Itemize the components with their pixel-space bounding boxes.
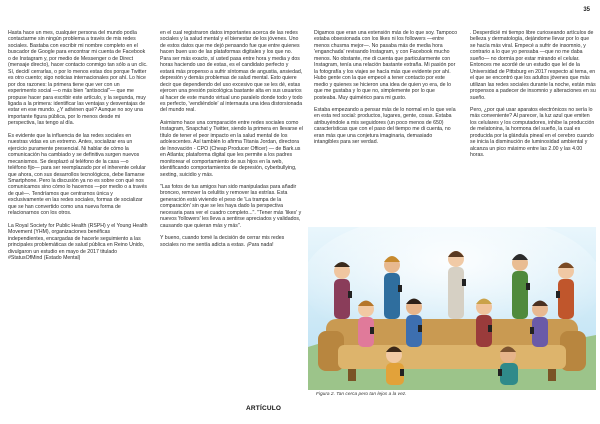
person-standing-right	[512, 254, 530, 319]
paragraph: Asimismo hace una comparación entre redes sociales como Instagram, Snapchat y Twitter, siendo la primera en llevarse el título de tener el peor impacto en la salud mental de los adolescentes. Así también lo afirma Titania Jordan, directora de Innovación - CPO (Cheap Producer Officer) — de Bark.us en Atlanta; plataforma digital que les permite a los padres monitorear el comportamiento de sus hijos en la web, identificando comportamientos de depresión, cyberbullying, sexting, suicidio y más.	[160, 119, 303, 178]
figure-caption: Figura 2. Tan cerca pero tan lejos a la vez.	[316, 392, 407, 397]
paragraph: en el cual registraron datos importantes acerca de las redes sociales y la salud mental y el bienestar de los jóvenes. Uno de estos datos que me dejó pensando fue que entre quienes hacen buen uso de las plataformas digitales y los que no. Para ser más exacto, sí usted pasa entre hora y media y dos horas haciendo uso de estas, es el candidato perfecto y estará más propenso a sufrir síntomas de angustia, ansiedad, depresión y demás problemas de salud mental. Esto quiere decir que dependiendo del uso excesivo que se les dé, estas ejercen una presión psicológica bastante alta en sus usuarios al hacer de este mundo virtual uno paralelo donde todo y todo es perfecto, 'vendiéndole' al internauta una idea distorsionada del mundo real.	[160, 30, 303, 114]
person-standing-left	[334, 262, 352, 319]
paragraph: La Royal Society for Public Health (RSPH) y el Young Health Movement (YHM), organizaciones benéficas independientes, encargadas de hacerle seguimiento a las principales problemáticas de salud pública en Reino Unido, divulgaron un estudio en mayo de 2017 titulado #StatusOfMind (Estado Mental)	[8, 222, 148, 261]
text-column-1	[8, 30, 148, 267]
paragraph: Hasta hace un mes, cualquier persona del mundo podía contactarme sin ningún problema a través de mis redes sociales. Bastaba con escribir mi nombre completo en el buscador de Google para encontrar mi cuenta de Facebook o de Instagram y, por medio de Messenger o de Direct (mensaje directo), hacer contacto conmigo tan sólo a un clic. Sí, decidí cerrarlas, o por lo menos estas dos porque Twitter es otro cuento; sigo noticias internacionales por ahí. Lo hice por dos razones: la primera tiene que ver con un experimento social —o más bien "antisocial"— que me propuse hacer para escribir este artículo, y la segunda, muy ligada a la primera: identificar las ventajas y desventajas de estar en ese mundo. ¿Y adivinen qué? Aunque no soy una importante figura pública, por lo menos desde mi perspectiva, las tengo al día.	[8, 30, 148, 127]
section-label: ARTÍCULO	[246, 405, 282, 412]
person-standing-far-right	[556, 263, 574, 320]
paragraph: . Desperdicié mi tiempo libre curioseando artículos de belleza y dermatología, dejándome llevar por lo que se hacía más viral. Empecé a sufrir de insomnio, y contrario a lo que yo pensaba —que no me daba sueño— no dormía por estar mirando el celular. Entonces me acordé de un estudio que leí de la Universidad de Pittsburg en 2017 respecto al tema, en el que se encontró que los adultos jóvenes que más utilizan las redes sociales durante la noche, están más propensos a padecer de insomnio y alteraciones en su sueño.	[470, 30, 596, 101]
person-seated-1	[358, 301, 374, 348]
paragraph: Y bueno, cuando tomé la decisión de cerrar mis redes sociales no me sentía adicta a estas. ¡Para nada!	[160, 235, 285, 248]
person-floor-left	[386, 347, 404, 386]
paragraph: Pero, ¿por qué usar aparatos electrónicos no sería lo más conveniente? Al parecer, la luz azul que emiten los celulares y los computadores, inhibe la producción de melatonina, la hormona del sueño, la cual es producida por la glándula pineal en el cerebro cuando se inicia la disminución de luminosidad ambiental y alcanza un pico máximo entre las 2.00 y las 4.00 horas.	[470, 106, 595, 159]
person-seated-4	[530, 301, 548, 348]
person-seated-3	[476, 299, 492, 348]
text-column-4	[470, 30, 596, 165]
person-seated-2	[406, 299, 422, 348]
paragraph: Estaba empezando a pensar más de lo normal en lo que veía en esta red social: productos, lugares, gente, cosas. Estaba atribuyéndole a mis seguidores (un poco menos de 650) características que con el paso del tiempo me di cuenta, no eran más que una conjetura imaginaria, demasiado intangibles para ser verdad.	[314, 106, 456, 146]
text-column-3	[314, 30, 458, 152]
paragraph: Digamos que eran una extensión más de lo que soy. Tampoco estaba obsesionada con los likes ni los followers —entre menos chusma mejor—. No pasaba más de media hora 'enganchada' revisando Instagram, y con Facebook mucho menos. No obstante, me di cuenta que particularmente con Instagram, tenía una relación bastante extraña. Mi pasión por la fotografía y los viajes se hacía más que evidente por ahí. Hubo gente con la que empecé a tener contacto por este medio y quienes se hicieron una idea de quien yo era, de lo que me gustaba y lo que no, simplemente por lo que posteaba. Muy quimérico para mi gusto.	[314, 30, 458, 101]
sofa-phones-illustration	[308, 227, 596, 390]
person-standing-back-left	[384, 256, 402, 319]
page-number: 35	[583, 7, 590, 13]
person-floor-right	[498, 347, 518, 386]
paragraph: "Las fotos de tus amigos han sido manipuladas para añadir bronceo, remover la celulitis y remover las estrías. Esta generación está viviendo el peso de 'La trampa de la comparación' sin que se les haya dado la perspectiva necesaria para ver el cuadro completo...". "Tener más 'likes' y nuevos 'followers' les lleva a sentirse apreciados y validados, causando que quieran más y más".	[160, 183, 302, 229]
person-standing-center	[448, 251, 466, 319]
paragraph: Es evidente que la influencia de las redes sociales en nuestras vidas es un extremo. Antes, socializar era un ejercicio puramente presencial. Ni hablar de cómo la comunicación ha cambiado y se definitiva surgen nuevos mecanismos. Se desplazó al teléfono de la casa —o teléfono fijo— para ser reemplazado por el inherente celular que ahora, con sus desarrollos tecnológicos, debe llamarse Smartphone. Pero la discusión ya no es sobre con qué nos comunicamos sino cómo lo hacemos —por medio o a través de qué—. Tendríamos que centrarnos única y exclusivamente en las redes sociales, formas de socializar que se han convertido como una nueva forma de relacionarnos con los otros.	[8, 132, 147, 217]
text-column-2	[160, 30, 304, 254]
